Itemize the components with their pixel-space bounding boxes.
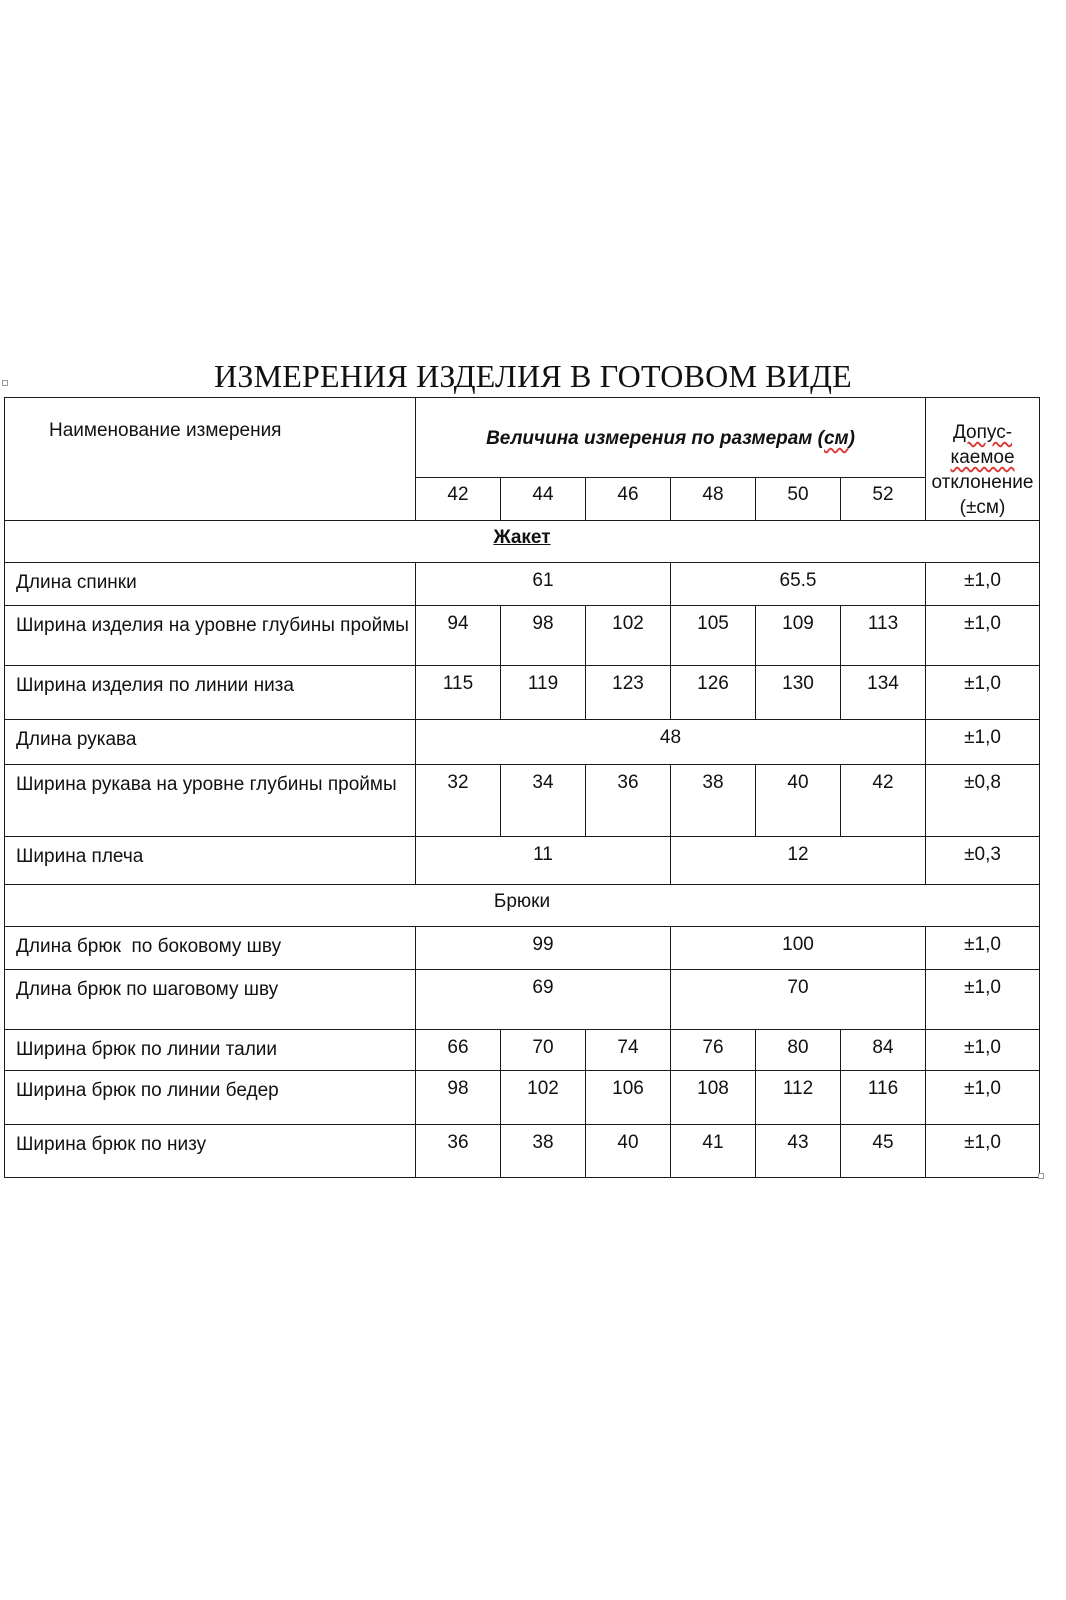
value-cell: 80: [756, 1030, 841, 1071]
value-cell: 38: [671, 765, 756, 837]
value-cell: 70: [501, 1030, 586, 1071]
table-row: [5, 970, 1040, 1030]
tolerance-cell: ±1,0: [926, 720, 1040, 765]
size-44: 44: [501, 477, 586, 520]
value-cell: 38: [501, 1125, 586, 1178]
value-cell: 41: [671, 1125, 756, 1178]
tolerance-header: [926, 398, 1040, 521]
measurements-table: [4, 397, 1040, 1178]
tolerance-cell: ±1,0: [926, 1071, 1040, 1125]
value-cell: 115: [416, 666, 501, 720]
row-name: Ширина плеча: [5, 837, 416, 885]
value-cell: 48: [416, 720, 926, 765]
measurement-name-header: Наименование измерения: [5, 398, 416, 521]
value-cell: 102: [501, 1071, 586, 1125]
value-cell: 100: [671, 927, 926, 970]
unit-label: см: [823, 428, 849, 449]
value-cell: 98: [501, 606, 586, 666]
row-name: Ширина изделия на уровне глубины проймы: [5, 606, 416, 666]
value-cell: 105: [671, 606, 756, 666]
table-row: [5, 720, 1040, 765]
tolerance-header-line1: Допус-: [952, 422, 1013, 443]
value-cell: 106: [586, 1071, 671, 1125]
value-cell: 126: [671, 666, 756, 720]
value-cell: 130: [756, 666, 841, 720]
size-values-header-close: ): [848, 428, 855, 449]
section-row-jacket: [5, 521, 1040, 563]
tolerance-cell: ±1,0: [926, 606, 1040, 666]
size-46: 46: [586, 477, 671, 520]
section-jacket-label: Жакет: [5, 521, 1040, 563]
value-cell: 74: [586, 1030, 671, 1071]
value-cell: 32: [416, 765, 501, 837]
tolerance-cell: ±1,0: [926, 1030, 1040, 1071]
value-cell: 116: [841, 1071, 926, 1125]
tolerance-cell: ±0,3: [926, 837, 1040, 885]
value-cell: 61: [416, 563, 671, 606]
tolerance-cell: ±0,8: [926, 765, 1040, 837]
value-cell: 36: [416, 1125, 501, 1178]
value-cell: 112: [756, 1071, 841, 1125]
row-name: Ширина брюк по линии талии: [5, 1030, 416, 1071]
tolerance-cell: ±1,0: [926, 666, 1040, 720]
size-values-header-text: Величина измерения по размерам (: [486, 428, 824, 449]
tolerance-cell: ±1,0: [926, 970, 1040, 1030]
tolerance-header-line2: каемое: [950, 447, 1015, 468]
value-cell: 65.5: [671, 563, 926, 606]
value-cell: 109: [756, 606, 841, 666]
value-cell: 40: [586, 1125, 671, 1178]
table-row: [5, 563, 1040, 606]
table-row: [5, 927, 1040, 970]
value-cell: 45: [841, 1125, 926, 1178]
value-cell: 34: [501, 765, 586, 837]
value-cell: 42: [841, 765, 926, 837]
value-cell: 36: [586, 765, 671, 837]
value-cell: 123: [586, 666, 671, 720]
row-name: Ширина изделия по линии низа: [5, 666, 416, 720]
table-row: [5, 837, 1040, 885]
row-name: Длина рукава: [5, 720, 416, 765]
value-cell: 11: [416, 837, 671, 885]
value-cell: 12: [671, 837, 926, 885]
size-50: 50: [756, 477, 841, 520]
value-cell: 69: [416, 970, 671, 1030]
value-cell: 70: [671, 970, 926, 1030]
value-cell: 99: [416, 927, 671, 970]
value-cell: 134: [841, 666, 926, 720]
value-cell: 108: [671, 1071, 756, 1125]
table-row: [5, 765, 1040, 837]
table-row: [5, 606, 1040, 666]
table-row: [5, 1030, 1040, 1071]
value-cell: 76: [671, 1030, 756, 1071]
size-48: 48: [671, 477, 756, 520]
section-row-trousers: [5, 885, 1040, 927]
section-trousers-label: Брюки: [5, 885, 1040, 927]
size-42: 42: [416, 477, 501, 520]
row-name: Ширина брюк по низу: [5, 1125, 416, 1178]
table-row: [5, 666, 1040, 720]
tolerance-header-line3: отклонение: [931, 472, 1034, 493]
header-row: [5, 398, 1040, 478]
tolerance-header-line4: (±см): [959, 497, 1006, 518]
row-name: Ширина брюк по линии бедер: [5, 1071, 416, 1125]
tolerance-cell: ±1,0: [926, 927, 1040, 970]
table-edge-marker: [2, 380, 8, 386]
value-cell: 43: [756, 1125, 841, 1178]
row-name: Длина брюк по шаговому шву: [5, 970, 416, 1030]
table-row: [5, 1125, 1040, 1178]
size-52: 52: [841, 477, 926, 520]
value-cell: 102: [586, 606, 671, 666]
tolerance-cell: ±1,0: [926, 1125, 1040, 1178]
value-cell: 98: [416, 1071, 501, 1125]
size-values-header: [416, 398, 926, 478]
row-name: Ширина рукава на уровне глубины проймы: [5, 765, 416, 837]
value-cell: 113: [841, 606, 926, 666]
tolerance-cell: ±1,0: [926, 563, 1040, 606]
document-title: ИЗМЕРЕНИЯ ИЗДЕЛИЯ В ГОТОВОМ ВИДЕ: [214, 358, 852, 394]
value-cell: 40: [756, 765, 841, 837]
row-name: Длина брюк по боковому шву: [5, 927, 416, 970]
value-cell: 84: [841, 1030, 926, 1071]
row-name: Длина спинки: [5, 563, 416, 606]
table-row: [5, 1071, 1040, 1125]
value-cell: 94: [416, 606, 501, 666]
table-resize-marker: [1038, 1173, 1044, 1179]
value-cell: 66: [416, 1030, 501, 1071]
value-cell: 119: [501, 666, 586, 720]
